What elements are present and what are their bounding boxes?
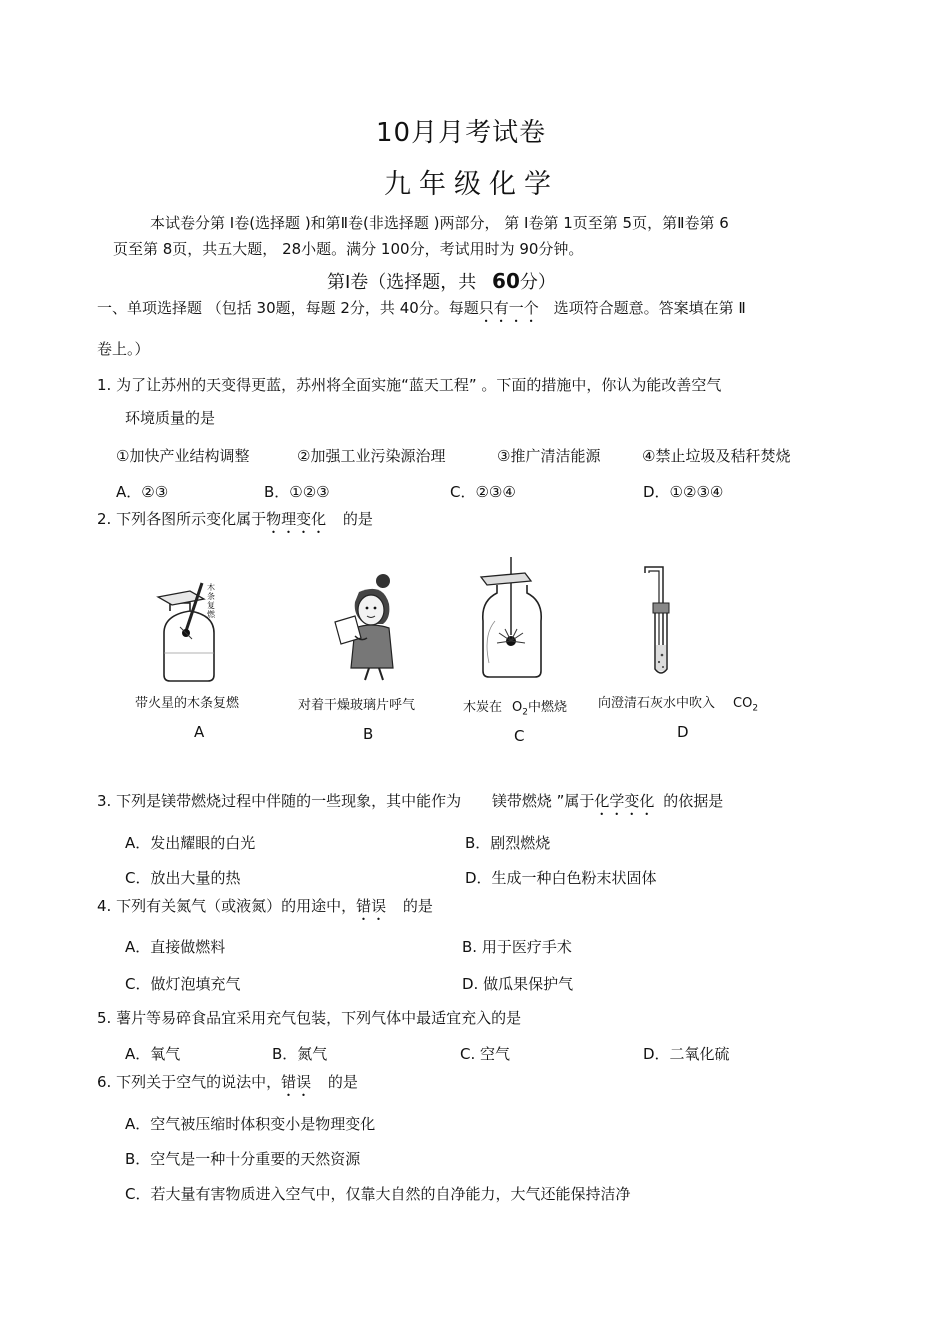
q1-stem-1: 1. 为了让苏州的天变得更蓝，苏州将全面实施“蓝天工程” 。下面的措施中，你认为能改善空气 xyxy=(97,376,722,394)
q1-item-4: ④禁止垃圾及秸秆焚烧 xyxy=(642,447,791,465)
q1-stem-2: 环境质量的是 xyxy=(125,409,216,427)
caption-c-b: 中燃烧 xyxy=(527,700,567,715)
subject-title: 九年级化学 xyxy=(384,169,559,200)
q5-option-c: C. 空气 xyxy=(460,1045,511,1063)
caption-d xyxy=(598,692,758,714)
q3-option-a: A．发出耀眼的白光 xyxy=(125,834,256,852)
q4-stem-emphasis: 错误 xyxy=(356,897,387,915)
section-instructions xyxy=(97,297,746,326)
caption-d-co2: CO xyxy=(733,696,753,711)
q2-stem-emphasis: 物理变化 xyxy=(266,510,327,528)
q6-stem-b: 的是 xyxy=(327,1073,358,1091)
q6-option-b: B．空气是一种十分重要的天然资源 xyxy=(125,1150,361,1168)
q3-stem-emphasis: 化学变化 xyxy=(594,792,655,810)
instr-a: 一、单项选择题 （包括 30题，每题 2分，共 40分。每题 xyxy=(97,299,479,317)
q1-option-c: C．②③④ xyxy=(450,483,516,501)
q6-stem xyxy=(97,1071,358,1100)
q2-stem-a: 2. 下列各图所示变化属于 xyxy=(97,510,267,528)
section-heading-num: 60 xyxy=(492,269,520,293)
caption-c-o2-sub: 2 xyxy=(522,707,528,718)
q5-option-a: A．氧气 xyxy=(125,1045,181,1063)
figure-letter-d: D xyxy=(677,723,689,741)
figure-letter-a: A xyxy=(194,723,205,741)
section-heading-b: 分） xyxy=(519,272,556,293)
caption-a: 带火星的木条复燃 xyxy=(135,696,240,711)
q2-stem xyxy=(97,508,373,537)
intro-line-1: 本试卷分第 Ⅰ卷(选择题 )和第Ⅱ卷(非选择题 )两部分， 第 Ⅰ卷第 1页至第 5页，第Ⅱ卷第 6 xyxy=(150,214,729,232)
q3-option-b: B．剧烈燃烧 xyxy=(465,834,551,852)
instr-emphasis: 只有一个 xyxy=(478,299,539,317)
instr-b: 选项符合题意。答案填在第 Ⅱ xyxy=(553,299,746,317)
q3-option-c: C．放出大量的热 xyxy=(125,869,241,887)
q1-item-2: ②加强工业污染源治理 xyxy=(297,447,446,465)
charcoal-burning-figure xyxy=(475,555,555,685)
q3-stem-c: 的依据是 xyxy=(663,792,724,810)
bottle-splint-figure xyxy=(150,575,240,685)
q6-stem-emphasis: 错误 xyxy=(281,1073,312,1091)
intro-line-2: 页至第 8页，共五大题， 28小题。满分 100分，考试用时为 90分钟。 xyxy=(113,240,584,258)
q3-stem-b: 镁带燃烧 ”属于 xyxy=(491,792,595,810)
q4-option-b: B. 用于医疗手术 xyxy=(462,938,572,956)
section-heading xyxy=(327,268,556,294)
q4-stem-a: 4. 下列有关氮气（或液氮）的用途中， xyxy=(97,897,357,915)
caption-c-a: 木炭在 xyxy=(463,700,503,715)
section-heading-a: 第Ⅰ卷（选择题，共 xyxy=(327,272,477,293)
q4-option-a: A．直接做燃料 xyxy=(125,938,226,956)
girl-breathing-figure xyxy=(325,572,405,682)
q4-stem xyxy=(97,895,433,924)
q5-option-b: B．氮气 xyxy=(272,1045,328,1063)
q1-option-b: B．①②③ xyxy=(264,483,330,501)
q1-option-a: A．②③ xyxy=(116,483,169,501)
q6-stem-a: 6. 下列关于空气的说法中， xyxy=(97,1073,282,1091)
q6-option-a: A．空气被压缩时体积变小是物理变化 xyxy=(125,1115,376,1133)
instr-line-2: 卷上。） xyxy=(97,340,150,358)
exam-title: 10月月考试卷 xyxy=(376,118,547,148)
q4-stem-b: 的是 xyxy=(402,897,433,915)
caption-c-o2: O xyxy=(512,700,523,715)
caption-d-a: 向澄清石灰水中吹入 xyxy=(598,696,716,711)
figure-letter-c: C xyxy=(514,727,525,745)
q1-item-3: ③推广清洁能源 xyxy=(497,447,601,465)
q4-option-c: C．做灯泡填充气 xyxy=(125,975,241,993)
q6-option-c: C．若大量有害物质进入空气中，仅靠大自然的自净能力，大气还能保持洁净 xyxy=(125,1185,631,1203)
q3-option-d: D．生成一种白色粉末状固体 xyxy=(465,869,657,887)
caption-c xyxy=(463,696,567,718)
test-tube-figure xyxy=(635,565,695,680)
q2-stem-b: 的是 xyxy=(342,510,373,528)
q5-stem: 5. 薯片等易碎食品宜采用充气包装，下列气体中最适宜充入的是 xyxy=(97,1009,522,1027)
caption-d-co2-sub: 2 xyxy=(752,703,759,714)
q3-stem-a: 3. 下列是镁带燃烧过程中伴随的一些现象，其中能作为 xyxy=(97,792,462,810)
q3-stem xyxy=(97,790,723,819)
q5-option-d: D．二氧化硫 xyxy=(643,1045,730,1063)
q1-item-1: ①加快产业结构调整 xyxy=(116,447,250,465)
q4-option-d: D. 做瓜果保护气 xyxy=(462,975,574,993)
splint-label: 木条复燃 xyxy=(207,583,215,619)
caption-b: 对着干燥玻璃片呼气 xyxy=(298,698,416,713)
figure-letter-b: B xyxy=(363,725,374,743)
q1-option-d: D．①②③④ xyxy=(643,483,724,501)
